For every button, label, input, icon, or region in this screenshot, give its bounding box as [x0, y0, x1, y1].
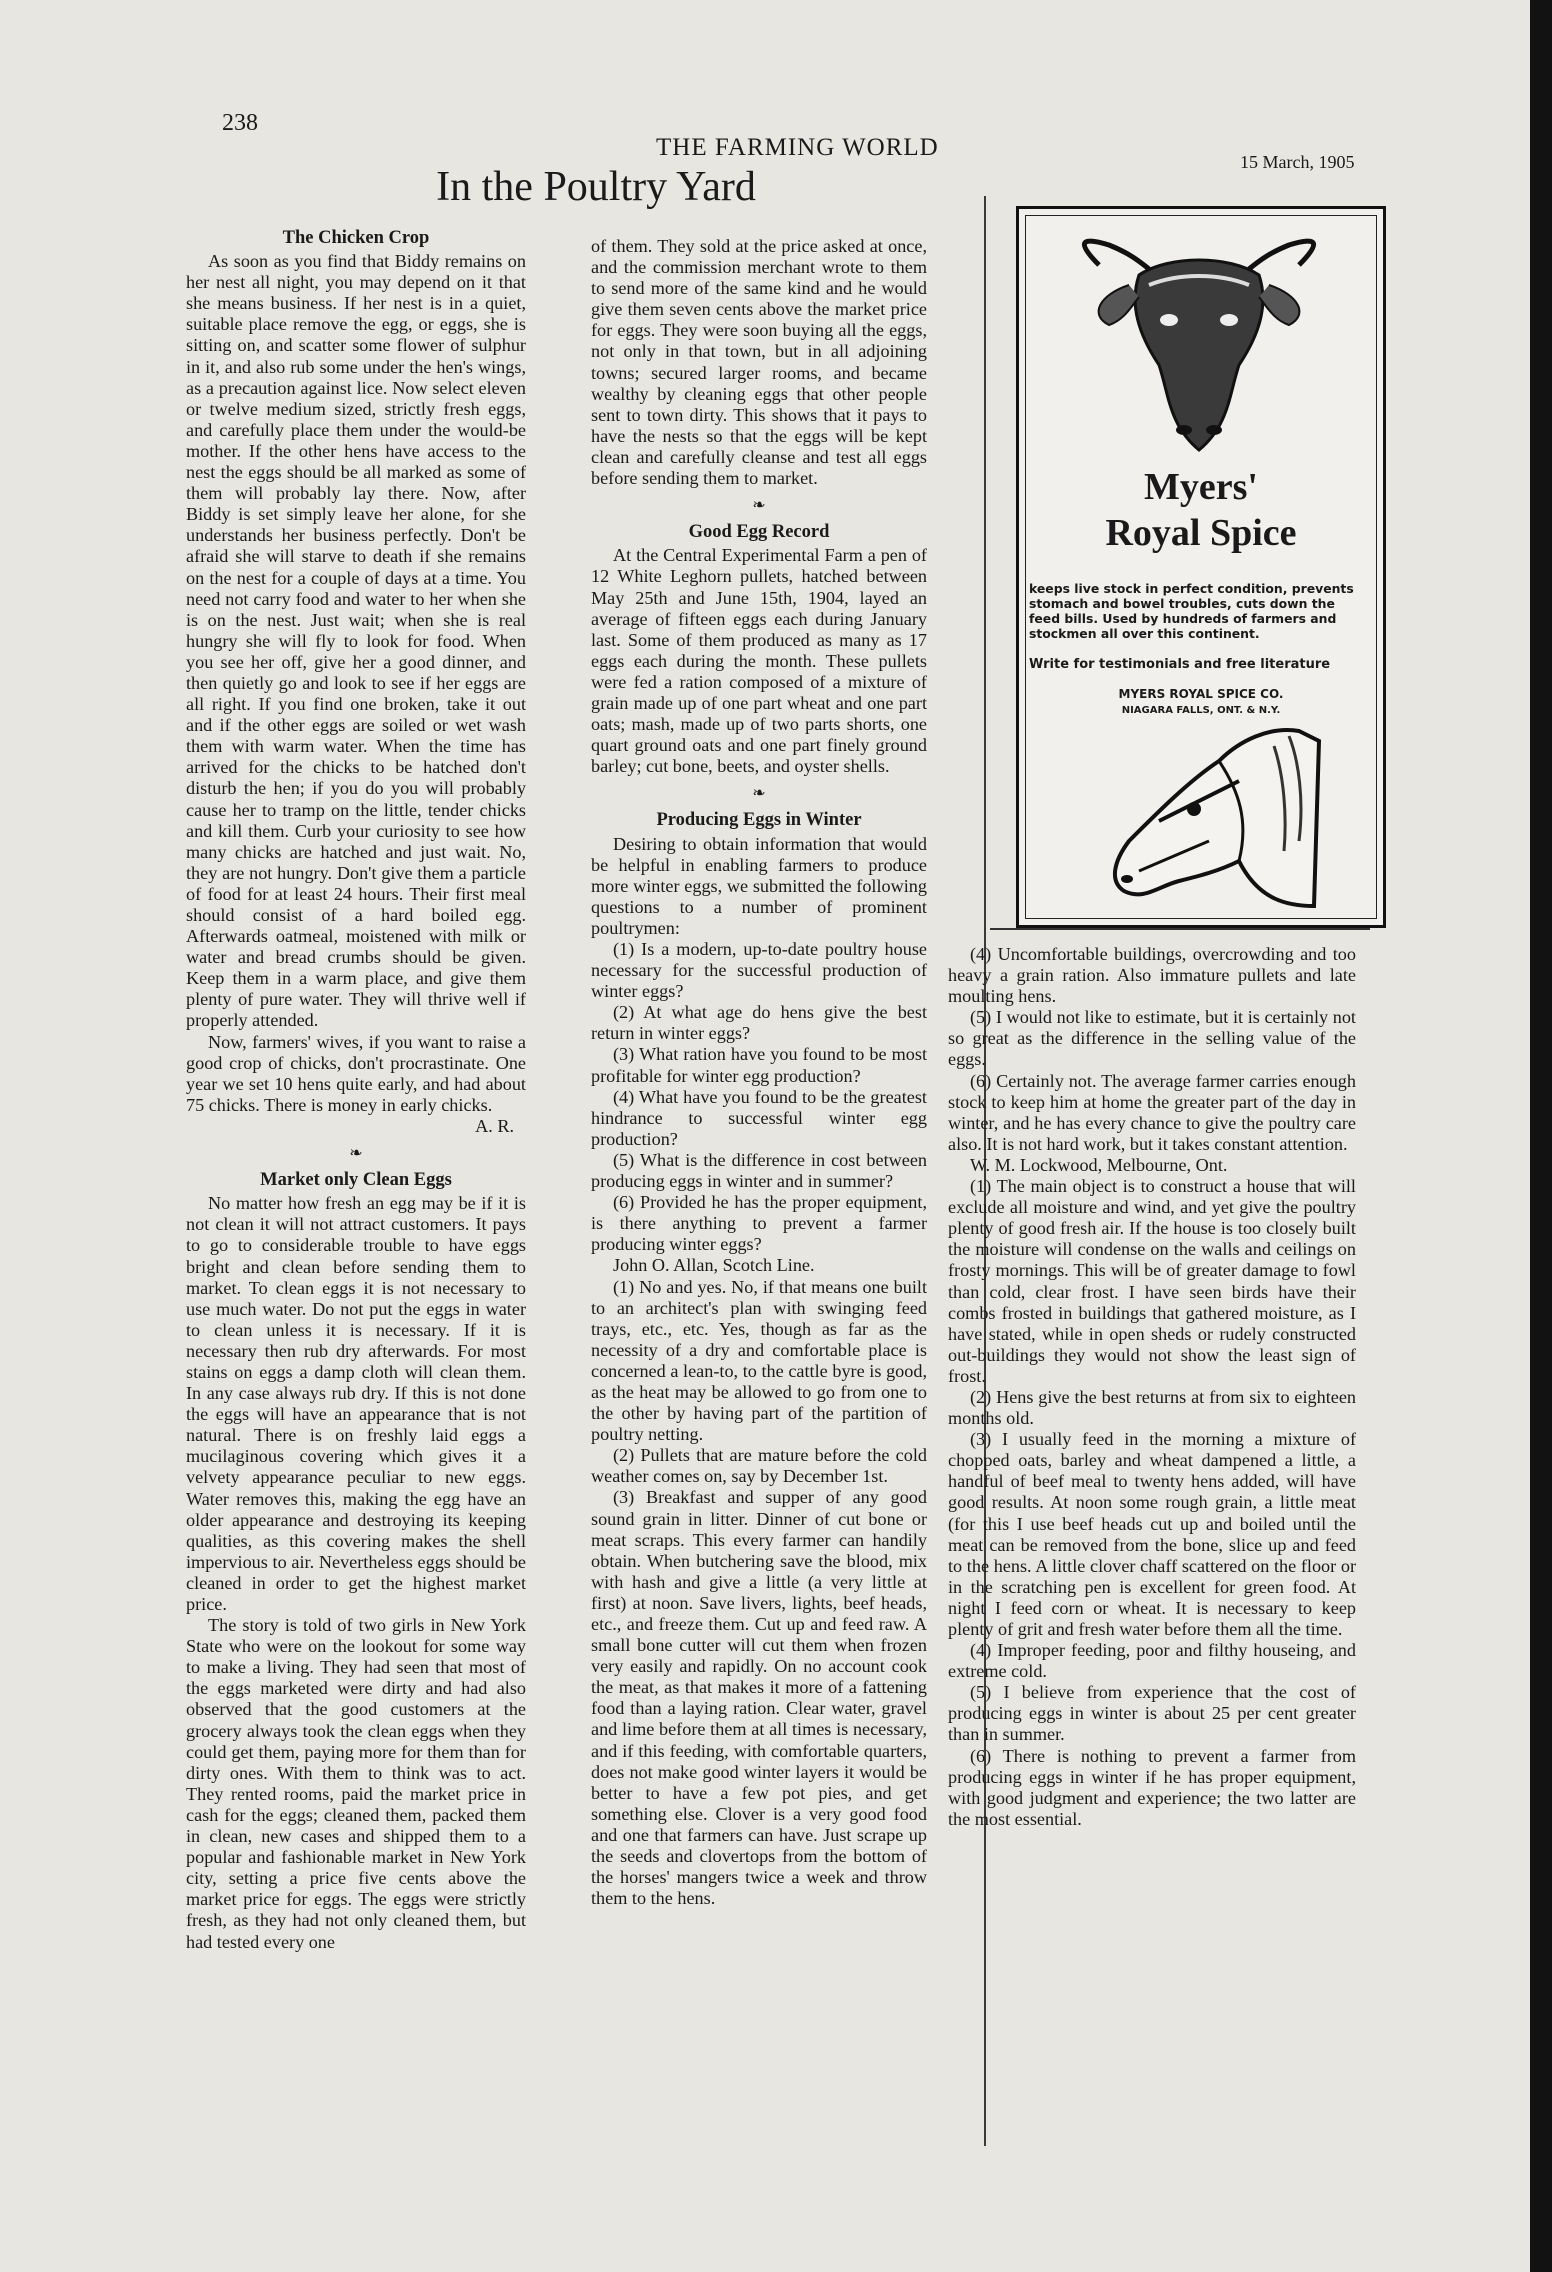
- respondent-name: John O. Allan, Scotch Line.: [613, 1255, 815, 1276]
- column-3: [948, 944, 1356, 1830]
- answer: (6) Certainly not. The average farmer carries enough stock to keep him at home the greater part of the day in winter, and he has every chance to give the poultry care also. It is not hard work, but it takes constant attention.: [948, 1070, 1356, 1154]
- ad-title: Myers': [1144, 466, 1258, 508]
- respondent-name: W. M. Lockwood, Melbourne, Ont.: [970, 1154, 1228, 1175]
- running-head: THE FARMING WORLD: [656, 134, 939, 161]
- answer: (1) The main object is to construct a house that will exclude all moisture and wind, and yet give the poultry plenty of good fresh air. If the house is too closely built the moisture will condense on the walls and ceilings on frosty mornings. This will be of greater damage to fowl than cold, clear frost. I have seen birds have their combs frosted in buildings that gathered moisture, as I have stated, while in open sheds or rudely constructed out-buildings they would not show the least sign of frost.: [948, 1176, 1356, 1386]
- leaf-ornament-icon: ❧: [752, 785, 766, 803]
- article-paragraph: No matter how fresh an egg may be if it is not clean it will not attract customers. It pays to go to considerable trouble to have eggs bright and clean before sending them to market. To clean eggs it is not necessary to use much water. Do not put the eggs in water to clean unless it is necessary. If it is necessary then rub dry afterwards. For most stains on eggs a damp cloth will clean them. In any case always rub dry. If this is not done the eggs will have an appearance that is not natural. There is on freshly laid eggs a mucilaginous covering which gives it a velvety appearance peculiar to new eggs. Water removes this, making the egg have an older appearance and destroying its keeping qualities, as this covering makes the shell impervious to air. Nevertheless eggs should be cleaned in order to get the highest market price.: [186, 1193, 526, 1614]
- answer: (1) No and yes. No, if that means one built to an architect's plan with swinging feed trays, etc., etc. Yes, though as far as the necessity of a dry and comfortable place is concerned a lean-to, to the cattle byre is good, as the heat may be allowed to go from one to the other by having part of the partition of poultry netting.: [591, 1276, 927, 1445]
- answer: (2) Pullets that are mature before the cold weather comes on, say by December 1st.: [591, 1445, 927, 1487]
- ad-copy: keeps live stock in perfect condition, prevents stomach and bowel troubles, cuts down the feed bills. Used by hundreds of farmers and stockmen all over this continent.: [1029, 581, 1354, 641]
- horse-head-icon: [1099, 721, 1339, 911]
- question: (3) What ration have you found to be most profitable for winter egg production?: [591, 1044, 927, 1086]
- ad-write-line: Write for testimonials and free literature: [1029, 657, 1331, 672]
- author-signature: A. R.: [475, 1115, 514, 1136]
- answer: (3) I usually feed in the morning a mixture of chopped oats, barley and wheat dampened a little, a handful of beef meal to twenty hens added, will have good results. At noon some rough grain, a little meat (for this I use beef heads cut up and boiled until the meat can be removed from the bone, slice up and feed to the hens. A little clover chaff scattered on the floor or in the scratching pen is excellent for green food. At night I feed corn or wheat. It is necessary to keep plenty of grit and fresh water before them all the time.: [948, 1429, 1356, 1639]
- ad-company: MYERS ROYAL SPICE CO.: [1118, 687, 1284, 701]
- answer: (4) Uncomfortable buildings, overcrowding and too heavy a grain ration. Also immature pullets and late moulting hens.: [948, 944, 1356, 1007]
- column-1: [186, 222, 526, 1953]
- scan-edge: [1530, 0, 1552, 2272]
- question: (6) Provided he has the proper equipment, is there anything to prevent a farmer producing winter eggs?: [591, 1192, 927, 1255]
- section-title: In the Poultry Yard: [436, 164, 756, 210]
- answer: (5) I would not like to estimate, but it is certainly not so great as the difference in the selling value of the eggs.: [948, 1007, 1356, 1070]
- leaf-ornament-icon: ❧: [349, 1145, 363, 1163]
- divider: [990, 928, 1370, 930]
- leaf-ornament-icon: ❧: [752, 497, 766, 515]
- article-heading-chicken-crop: The Chicken Crop: [282, 228, 430, 248]
- answer: (5) I believe from experience that the cost of producing eggs in winter is about 25 per cent greater than in summer.: [948, 1682, 1356, 1745]
- article-paragraph: The story is told of two girls in New York State who were on the lookout for some way to make a living. They had seen that most of the eggs marketed were dirty and had also observed that the good customers at the grocery always took the clean eggs when they could get them, paying more for them than for dirty ones. With them to think was to act. They rented rooms, paid the market price in cash for the eggs; cleaned them, packed them in clean, new cases and shipped them to a popular and fashionable market in New York city, setting a price five cents above the market price for eggs. The eggs were strictly fresh, as they had not only cleaned them, but had tested every one: [186, 1615, 526, 1952]
- issue-date: 15 March, 1905: [1240, 152, 1355, 172]
- bull-head-icon: [1069, 225, 1329, 461]
- question: (4) What have you found to be the greatest hindrance to successful winter egg production?: [591, 1086, 927, 1149]
- question: (5) What is the difference in cost between producing eggs in winter and in summer?: [591, 1149, 927, 1192]
- question: (1) Is a modern, up-to-date poultry house necessary for the successful production of winter eggs?: [591, 939, 927, 1002]
- answer: (2) Hens give the best returns at from six to eighteen months old.: [948, 1386, 1356, 1429]
- article-paragraph: As soon as you find that Biddy remains on her nest all night, you may depend on it that she means business. If her nest is in a quiet, suitable place remove the egg, or eggs, she is sitting on, and scatter some flower of sulphur in it, and also rub some under the hen's wings, as a precaution against lice. Now select eleven or twelve medium sized, strictly fresh eggs, and carefully place them under the would-be mother. If the other hens have access to the nest the eggs should be all marked as some of them will probably lay there. Now, after Biddy is set simply leave her alone, for she understands her business perfectly. Don't be afraid she will starve to death if she remains on the nest for a couple of days at a time. You need not carry food and water to her when she is on the nest. Just wait; when she is real hungry she will fly to look for food. When you see her off, give her a good dinner, and then quietly go and look to see if her eggs are all right. If you find one broken, take it out and if the other eggs are soiled or wet wash them with warm water. When the time has arrived for the chicks to be hatched don't disturb the hen; if you do you will probably cause her to tramp on the little, tender chicks and kill them. Curb your curiosity to see how many chicks are hatched and just wait. No, they are not hungry. Don't give them a particle of food for at least 24 hours. Their first meal should consist of a hard boiled egg. Afterwards oatmeal, moistened with milk or water and bread crumbs should be given. Keep them in a warm place, and give them plenty of pure water. They will thrive well if properly attended.: [186, 251, 526, 1031]
- article-paragraph: of them. They sold at the price asked at once, and the commission merchant wrote to them to send more of the same kind and he would give them seven cents above the market price for eggs. They were soon buying all the eggs, not only in that town, but in all adjoining towns; secured larger rooms, and became wealthy by cleaning eggs that other people sent to town dirty. This shows that it pays to have the nests so that the eggs will be kept clean and carefully cleanse and test all eggs before sending them to market.: [591, 236, 927, 489]
- article-paragraph: Now, farmers' wives, if you want to raise a good crop of chicks, don't procrastinate. One year we set 10 hens quite early, and had about 75 chicks. There is money in early chicks.: [186, 1031, 526, 1115]
- advertisement: [1016, 206, 1386, 928]
- article-paragraph: At the Central Experimental Farm a pen of 12 White Leghorn pullets, hatched between May 25th and June 15th, 1904, layed an average of fifteen eggs each during January last. Some of them produced as many as 17 eggs each during the month. These pullets were fed a ration composed of a mixture of grain made up of one part wheat and one part oats; mash, made up of two parts shorts, one quart ground oats and one part finely ground barley; cut bone, beets, and oyster shells.: [591, 545, 927, 777]
- answer: (4) Improper feeding, poor and filthy houseing, and extreme cold.: [948, 1640, 1356, 1682]
- answer: (3) Breakfast and supper of any good sound grain in litter. Dinner of cut bone or meat scraps. This every farmer can handily obtain. When butchering save the blood, mix with hash and give a little (a very little at first) at noon. Save livers, lights, beef heads, etc., and freeze them. Cut up and feed raw. A small bone cutter will cut them when frozen very easily and rapidly. On no account cook the meat, as that makes it more of a fattening food than a laying ration. Clear water, gravel and lime before them at all times is necessary, and if this feeding, with comfortable quarters, does not make good winter layers it would be better to have a few pot pies, and get something else. Clover is a very good food and one that farmers can have. Just scrape up the seeds and clovertops from the bottom of the horses' mangers twice a week and throw them to the hens.: [591, 1487, 927, 1909]
- article-heading-clean-eggs: Market only Clean Eggs: [260, 1170, 452, 1191]
- ad-address: NIAGARA FALLS, ONT. & N.Y.: [1121, 705, 1281, 716]
- column-2: [591, 236, 927, 1909]
- question: (2) At what age do hens give the best return in winter eggs?: [591, 1002, 927, 1044]
- answer: (6) There is nothing to prevent a farmer from producing eggs in winter if he has proper equipment, with good judgment and experience; the two latter are the most essential.: [948, 1745, 1356, 1829]
- article-heading-winter-eggs: Producing Eggs in Winter: [656, 810, 862, 831]
- article-paragraph: Desiring to obtain information that would be helpful in enabling farmers to produce more winter eggs, we submitted the following questions to a number of prominent poultrymen:: [591, 833, 927, 938]
- article-heading-good-egg-record: Good Egg Record: [688, 522, 830, 543]
- ad-title: Royal Spice: [1105, 512, 1297, 554]
- page-number: 238: [222, 110, 258, 136]
